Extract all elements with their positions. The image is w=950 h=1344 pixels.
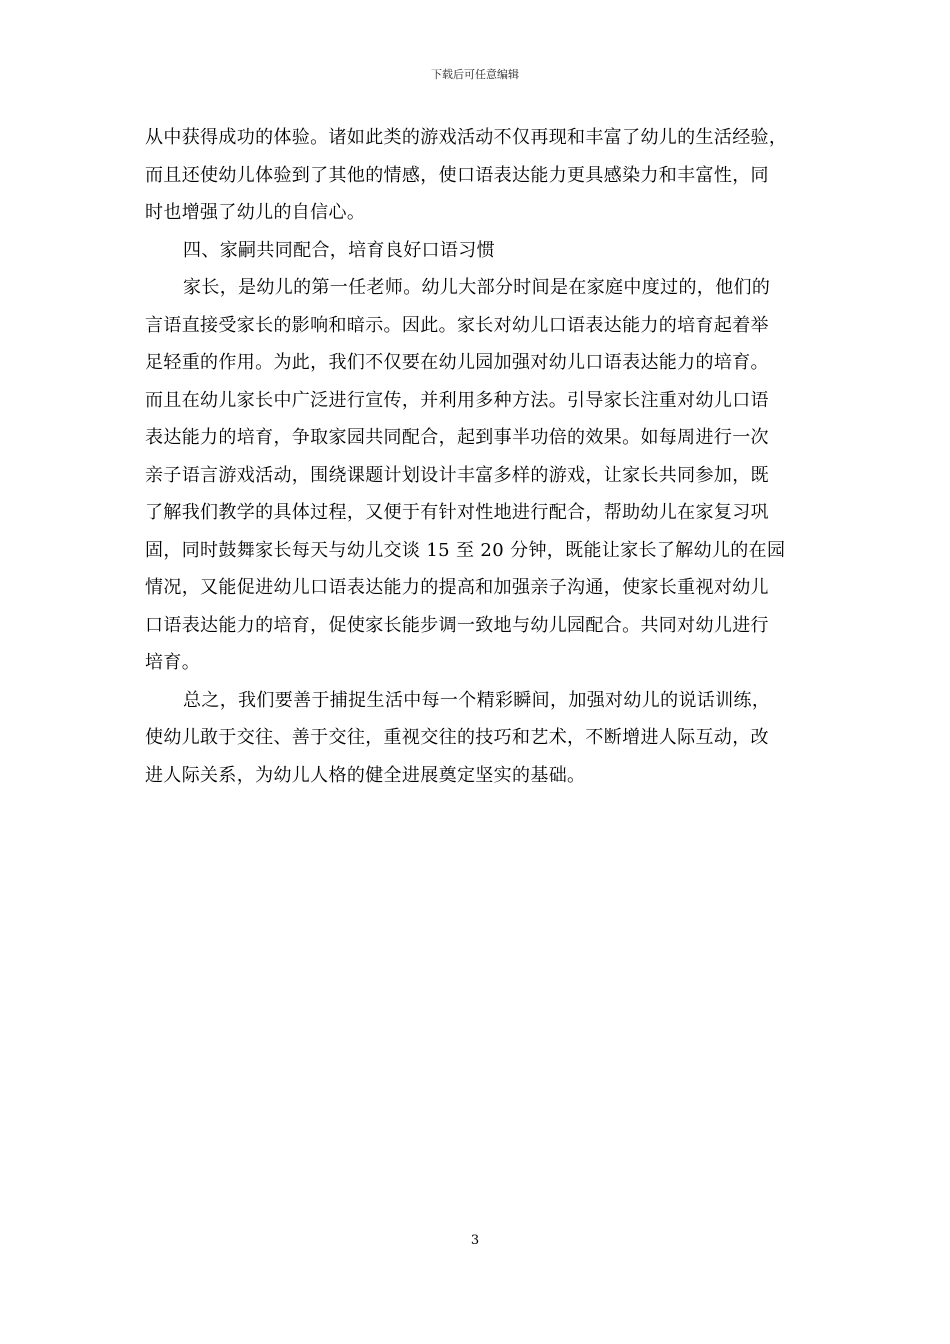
paragraph-continuation — [145, 119, 815, 232]
text-line: 而且在幼儿家长中广泛进行宣传，并利用多种方法。引导家长注重对幼儿口语 — [145, 389, 769, 411]
text-line: 口语表达能力的培育，促使家长能步调一致地与幼儿园配合。共同对幼儿进行 — [145, 614, 769, 636]
text-line: 时也增强了幼儿的自信心。 — [145, 202, 366, 223]
text-line: 足轻重的作用。为此，我们不仅要在幼儿园加强对幼儿口语表达能力的培育。 — [145, 352, 769, 373]
text-line: 情况，又能促进幼儿口语表达能力的提高和加强亲子沟通，使家长重视对幼儿 — [145, 577, 769, 598]
text-line: 培育。 — [145, 652, 201, 673]
page-number: 3 — [470, 1233, 480, 1248]
paragraph-conclusion — [145, 682, 815, 795]
page-header: 下载后可任意编辑 — [431, 68, 519, 81]
text-line: 从中获得成功的体验。诸如此类的游戏活动不仅再现和丰富了幼儿的生活经验， — [145, 127, 788, 148]
text-line: 言语直接受家长的影响和暗示。因此。家长对幼儿口语表达能力的培育起着举 — [145, 314, 769, 336]
text-line: 总之，我们要善于捕捉生活中每一个精彩瞬间，加强对幼儿的说话训练， — [183, 689, 771, 711]
text-line: 了解我们教学的具体过程，又便于有针对性地进行配合，帮助幼儿在家复习巩 — [145, 502, 769, 523]
section-heading-text: 四、家嗣共同配合，培育良好口语习惯 — [183, 239, 495, 261]
text-line: 家长，是幼儿的第一任老师。幼儿大部分时间是在家庭中度过的，他们的 — [183, 277, 771, 298]
text-line: 亲子语言游戏活动，围绕课题计划设计丰富多样的游戏，让家长共同参加，既 — [145, 464, 769, 486]
document-body — [145, 119, 815, 794]
text-line: 表达能力的培育，争取家园共同配合，起到事半功倍的效果。如每周进行一次 — [145, 427, 769, 448]
text-line: 使幼儿敢于交往、善于交往，重视交往的技巧和艺术，不断增进人际互动，改 — [145, 727, 769, 748]
text-line: 而且还使幼儿体验到了其他的情感，使口语表达能力更具感染力和丰富性，同 — [145, 164, 769, 186]
text-line: 进人际关系，为幼儿人格的健全进展奠定坚实的基础。 — [145, 764, 586, 786]
text-line: 固，同时鼓舞家长每天与幼儿交谈 15 至 20 分钟，既能让家长了解幼儿的在园 — [145, 539, 786, 561]
section-heading — [145, 232, 815, 270]
paragraph-parents — [145, 269, 815, 682]
